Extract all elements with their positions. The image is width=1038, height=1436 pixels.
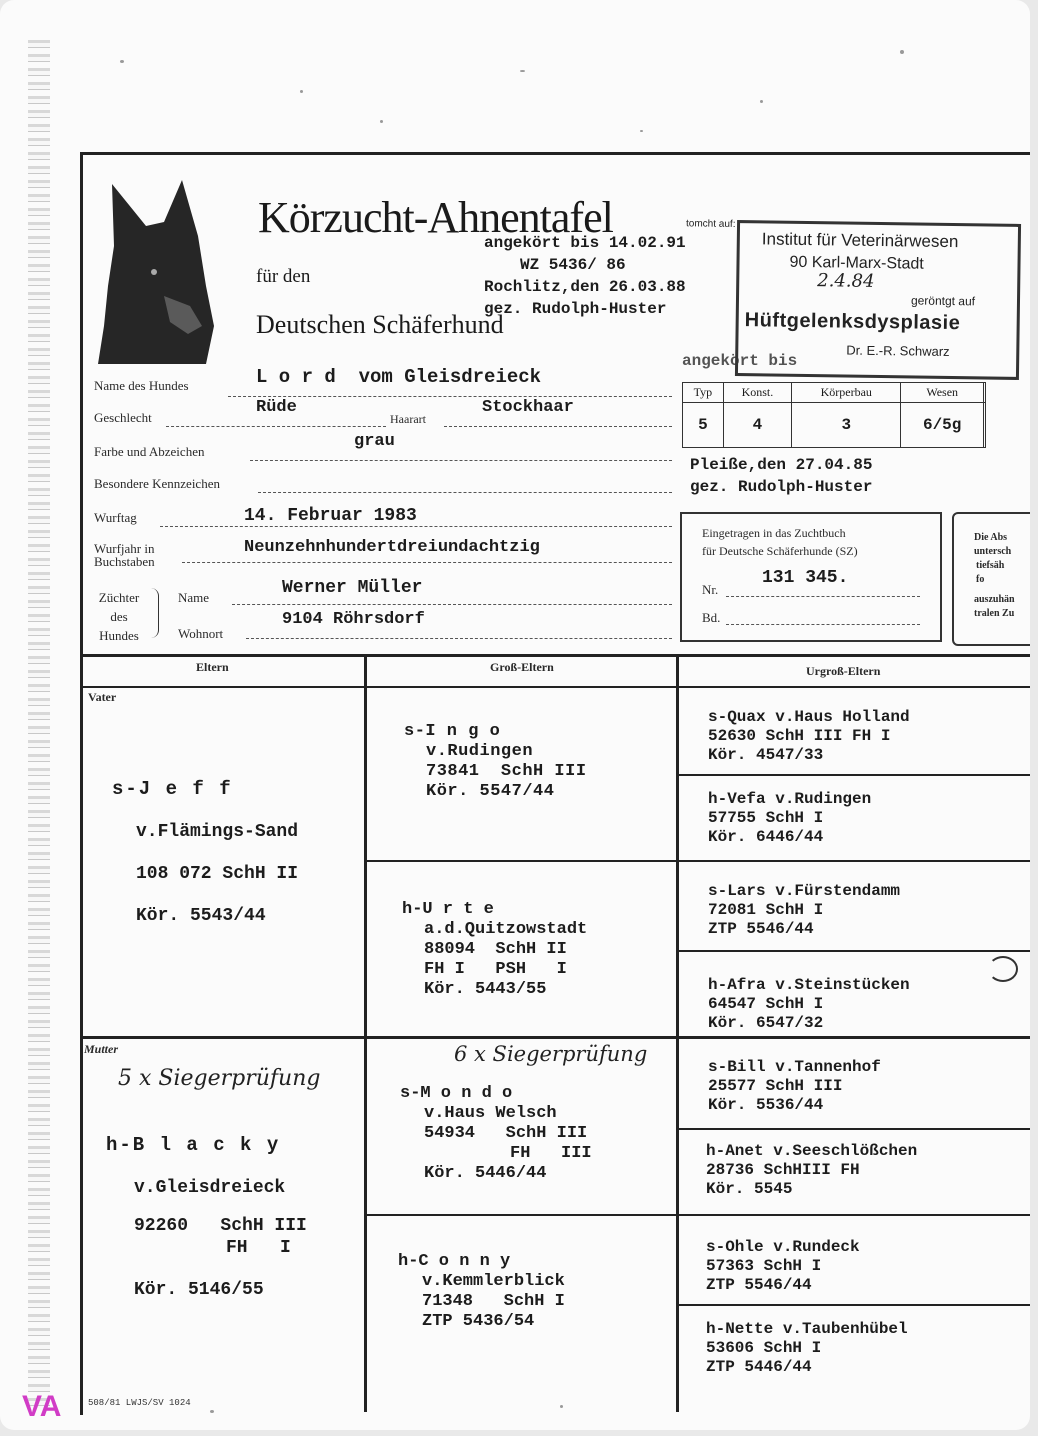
gp-rule-1 bbox=[364, 860, 1030, 862]
angekoert-bis-second: angekört bis bbox=[682, 352, 798, 370]
side-note-line5: auszuhän bbox=[974, 594, 1015, 605]
gp4-name: h-C o n n y bbox=[398, 1252, 511, 1271]
stamp-signature: Dr. E.-R. Schwarz bbox=[846, 342, 950, 360]
koer-value-koerperbau: 3 bbox=[792, 403, 901, 448]
birth-date-label: Wurftag bbox=[94, 510, 137, 525]
koer-header-empty bbox=[983, 383, 985, 403]
birth-date-underline bbox=[160, 526, 672, 527]
grandparent-4 bbox=[398, 1252, 565, 1332]
koer-value-empty bbox=[983, 403, 985, 448]
speck bbox=[760, 100, 763, 103]
stamp-date: 2.4.84 bbox=[817, 270, 875, 292]
gp2-titles: FH I PSH I bbox=[424, 960, 567, 979]
form-code: 508/81 LWJS/SV 1024 bbox=[88, 1398, 191, 1408]
coat-label: Haarart bbox=[390, 412, 426, 426]
scan-edge-artifact bbox=[28, 40, 50, 1410]
side-note-box bbox=[952, 512, 1030, 646]
studbook-bd-label: Bd. bbox=[702, 610, 721, 625]
gp4-kennel: v.Kemmlerblick bbox=[422, 1272, 565, 1291]
ggp8-reg: 53606 SchH I bbox=[706, 1339, 822, 1357]
ggp4-koer: Kör. 6547/32 bbox=[708, 1014, 824, 1032]
ggp5-reg: 25577 SchH III bbox=[708, 1077, 843, 1095]
koer-rating-table bbox=[682, 382, 986, 448]
speck bbox=[120, 60, 124, 63]
ggp1-koer: Kör. 4547/33 bbox=[708, 746, 824, 764]
ggp6-koer: Kör. 5545 bbox=[706, 1180, 793, 1198]
gp3-reg: 54934 SchH III bbox=[424, 1124, 588, 1143]
ggp1-reg: 52630 SchH III FH I bbox=[708, 727, 891, 745]
studbook-nr-underline bbox=[726, 596, 920, 597]
speck bbox=[520, 70, 525, 72]
ggp-8 bbox=[706, 1320, 908, 1377]
koer-value-konst: 4 bbox=[723, 403, 791, 448]
koer-header-konst: Konst. bbox=[723, 383, 791, 403]
angekoert-bis: angekört bis 14.02.91 bbox=[484, 234, 686, 252]
sex-value: Rüde bbox=[256, 398, 297, 417]
breeder-residence-value: 9104 Röhrsdorf bbox=[282, 610, 425, 629]
rochlitz-date: Rochlitz,den 26.03.88 bbox=[484, 278, 686, 296]
gp3-koer: Kör. 5446/44 bbox=[424, 1164, 547, 1183]
gp2-reg: 88094 SchH II bbox=[424, 940, 567, 959]
breeder-label-line3: Hundes bbox=[99, 628, 139, 643]
ggp1-name: s-Quax v.Haus Holland bbox=[708, 708, 910, 726]
birth-year-underline bbox=[182, 562, 672, 563]
breeder-name-underline bbox=[232, 604, 672, 605]
side-note-line3: tiefsäh bbox=[976, 560, 1005, 571]
grandparent-1 bbox=[404, 722, 587, 802]
breeder-label bbox=[90, 588, 148, 645]
speck bbox=[300, 90, 303, 93]
studbook-line2: für Deutsche Schäferhunde (SZ) bbox=[702, 544, 858, 558]
pedigree-col-divider-2 bbox=[676, 654, 679, 1412]
ugp-rule-2 bbox=[676, 950, 1030, 952]
gp-rule-2 bbox=[364, 1214, 1030, 1216]
sire-name: s-J e f f bbox=[112, 778, 233, 800]
speck bbox=[640, 130, 643, 132]
marks-underline bbox=[258, 492, 672, 493]
stamp-city: 90 Karl-Marx-Stadt bbox=[789, 253, 924, 273]
ggp4-name: h-Afra v.Steinstücken bbox=[708, 976, 910, 994]
ggp6-reg: 28736 SchHIII FH bbox=[706, 1161, 860, 1179]
birth-year-label bbox=[94, 542, 155, 568]
coat-underline bbox=[444, 426, 672, 427]
grandparent-3 bbox=[400, 1084, 592, 1184]
gp1-name: s-I n g o bbox=[404, 722, 501, 741]
name-label: Name des Hundes bbox=[94, 378, 189, 393]
ggp-4 bbox=[708, 976, 910, 1033]
color-underline bbox=[250, 460, 672, 461]
ggp6-name: h-Anet v.Seeschlößchen bbox=[706, 1142, 918, 1160]
ggp8-name: h-Nette v.Taubenhübel bbox=[706, 1320, 908, 1338]
watermark-logo: VA bbox=[22, 1390, 62, 1423]
studbook-nr-value: 131 345. bbox=[762, 568, 849, 588]
studbook-box bbox=[680, 512, 942, 642]
koer-header-koerperbau: Körperbau bbox=[792, 383, 901, 403]
ugp-rule-4 bbox=[676, 1304, 1030, 1306]
stamp-institute: Institut für Veterinärwesen bbox=[761, 229, 959, 252]
color-label: Farbe und Abzeichen bbox=[94, 444, 205, 459]
ggp5-koer: Kör. 5536/44 bbox=[708, 1096, 824, 1114]
gp4-ztp: ZTP 5436/54 bbox=[422, 1312, 535, 1331]
gp1-kennel: v.Rudingen bbox=[426, 742, 534, 761]
breeder-residence-underline bbox=[246, 638, 672, 639]
side-note-line6: tralen Zu bbox=[974, 608, 1015, 619]
ggp2-name: h-Vefa v.Rudingen bbox=[708, 790, 872, 808]
breeder-label-line1: Züchter bbox=[98, 590, 140, 605]
col-greatgrandparents-header: Urgroß-Eltern bbox=[806, 664, 881, 678]
breeder-brace bbox=[150, 588, 159, 638]
gp4-reg: 71348 SchH I bbox=[422, 1292, 565, 1311]
ggp2-reg: 57755 SchH I bbox=[708, 809, 824, 827]
dam-kennel: v.Gleisdreieck bbox=[134, 1178, 286, 1198]
dam-label: Mutter bbox=[84, 1042, 119, 1056]
koer-header-wesen: Wesen bbox=[901, 383, 983, 403]
shepherd-dog-head-icon bbox=[94, 176, 216, 366]
breeder-name-value: Werner Müller bbox=[282, 578, 423, 598]
col-parents-header: Eltern bbox=[196, 660, 229, 674]
birth-date-value: 14. Februar 1983 bbox=[244, 506, 417, 526]
ggp2-koer: Kör. 6446/44 bbox=[708, 828, 824, 846]
side-note-line2: untersch bbox=[974, 546, 1012, 557]
side-note-line1: Die Abs bbox=[974, 532, 1008, 543]
sire-label: Vater bbox=[88, 690, 117, 704]
title-for-the: für den bbox=[256, 266, 311, 287]
name-underline bbox=[228, 396, 672, 397]
dog-name: L o r d vom Gleisdreieck bbox=[256, 366, 542, 388]
coat-value: Stockhaar bbox=[482, 398, 574, 417]
gp2-name: h-U r t e bbox=[402, 900, 494, 919]
gp1-koer: Kör. 5547/44 bbox=[426, 782, 555, 801]
sire-kennel: v.Flämings-Sand bbox=[136, 822, 299, 842]
document-title: Körzucht-Ahnentafel bbox=[258, 193, 613, 242]
pedigree-col-divider-1 bbox=[364, 654, 367, 1412]
birth-year-value: Neunzehnhundertdreiundachtzig bbox=[244, 538, 540, 557]
ggp7-name: s-Ohle v.Rundeck bbox=[706, 1238, 860, 1256]
ggp-7 bbox=[706, 1238, 860, 1295]
pedigree-header-rule bbox=[80, 686, 1030, 688]
ggp8-ztp: ZTP 5446/44 bbox=[706, 1358, 812, 1376]
wz-number: WZ 5436/ 86 bbox=[520, 256, 626, 274]
pedigree-top-rule bbox=[80, 654, 1030, 657]
birth-year-label-line1: Wurfjahr in bbox=[94, 541, 155, 556]
sex-underline bbox=[166, 426, 386, 427]
ggp-6 bbox=[706, 1142, 917, 1199]
stamp-hd: Hüftgelenksdysplasie bbox=[744, 309, 961, 335]
sex-label: Geschlecht bbox=[94, 410, 152, 425]
ggp7-ztp: ZTP 5546/44 bbox=[706, 1276, 812, 1294]
ggp4-reg: 64547 SchH I bbox=[708, 995, 824, 1013]
ggp-1 bbox=[708, 708, 910, 765]
dam-handwritten-note: 5 x Siegerprüfung bbox=[118, 1066, 321, 1091]
ggp3-reg: 72081 SchH I bbox=[708, 901, 824, 919]
ggp7-reg: 57363 SchH I bbox=[706, 1257, 822, 1275]
pleisse-signature: gez. Rudolph-Huster bbox=[690, 478, 873, 496]
breeder-name-label: Name bbox=[178, 590, 210, 605]
speck bbox=[380, 120, 383, 123]
pedigree-mid-rule bbox=[80, 1036, 1030, 1039]
ggp-3 bbox=[708, 882, 900, 939]
stamp-prefix: tomcht auf: bbox=[685, 218, 736, 231]
ugp-rule-3 bbox=[676, 1128, 1030, 1130]
pleisse-date: Pleiße,den 27.04.85 bbox=[690, 456, 873, 474]
dam-name: h-B l a c k y bbox=[106, 1134, 281, 1156]
ggp3-name: s-Lars v.Fürstendamm bbox=[708, 882, 901, 900]
signature-rudolph: gez. Rudolph-Huster bbox=[484, 300, 667, 318]
dam-reg: 92260 SchH III bbox=[134, 1216, 307, 1236]
grandparent-handwritten-note: 6 x Siegerprüfung bbox=[454, 1042, 648, 1066]
dam-fh: FH I bbox=[226, 1238, 291, 1258]
gp3-name: s-M o n d o bbox=[400, 1084, 513, 1103]
sire-reg: 108 072 SchH II bbox=[136, 864, 299, 884]
color-value: grau bbox=[354, 432, 395, 451]
breeder-label-line2: des bbox=[110, 609, 128, 624]
gp3-kennel: v.Haus Welsch bbox=[424, 1104, 557, 1123]
koer-header-typ: Typ bbox=[683, 383, 724, 403]
ggp5-name: s-Bill v.Tannenhof bbox=[708, 1058, 881, 1076]
ggp-2 bbox=[708, 790, 871, 847]
gp3-fh: FH III bbox=[510, 1144, 592, 1163]
sire-koer: Kör. 5543/44 bbox=[136, 906, 266, 926]
veterinary-stamp bbox=[685, 218, 1021, 380]
dam-koer: Kör. 5146/55 bbox=[134, 1280, 264, 1300]
studbook-line1: Eingetragen in das Zuchtbuch bbox=[702, 526, 846, 540]
gp2-koer: Kör. 5443/55 bbox=[424, 980, 547, 999]
koer-value-typ: 5 bbox=[683, 403, 724, 448]
col-grandparents-header: Groß-Eltern bbox=[490, 660, 554, 674]
document-subtitle: Deutschen Schäferhund bbox=[256, 310, 504, 339]
stamp-xray-label: geröntgt auf bbox=[910, 293, 976, 309]
side-note-line4: fo bbox=[976, 574, 985, 585]
grandparent-2 bbox=[402, 900, 587, 1000]
birth-year-label-line2: Buchstaben bbox=[94, 554, 155, 569]
marks-label: Besondere Kennzeichen bbox=[94, 476, 220, 491]
breeder-residence-label: Wohnort bbox=[178, 626, 224, 641]
ugp-rule-1 bbox=[676, 774, 1030, 776]
ggp-5 bbox=[708, 1058, 881, 1115]
pen-mark bbox=[988, 956, 1018, 982]
koer-value-wesen: 6/5g bbox=[901, 403, 983, 448]
ggp3-ztp: ZTP 5546/44 bbox=[708, 920, 814, 938]
speck bbox=[900, 50, 904, 54]
gp1-reg: 73841 SchH III bbox=[426, 762, 587, 781]
studbook-bd-underline bbox=[726, 624, 920, 625]
studbook-nr-label: Nr. bbox=[702, 582, 719, 597]
gp2-kennel: a.d.Quitzowstadt bbox=[424, 920, 588, 939]
